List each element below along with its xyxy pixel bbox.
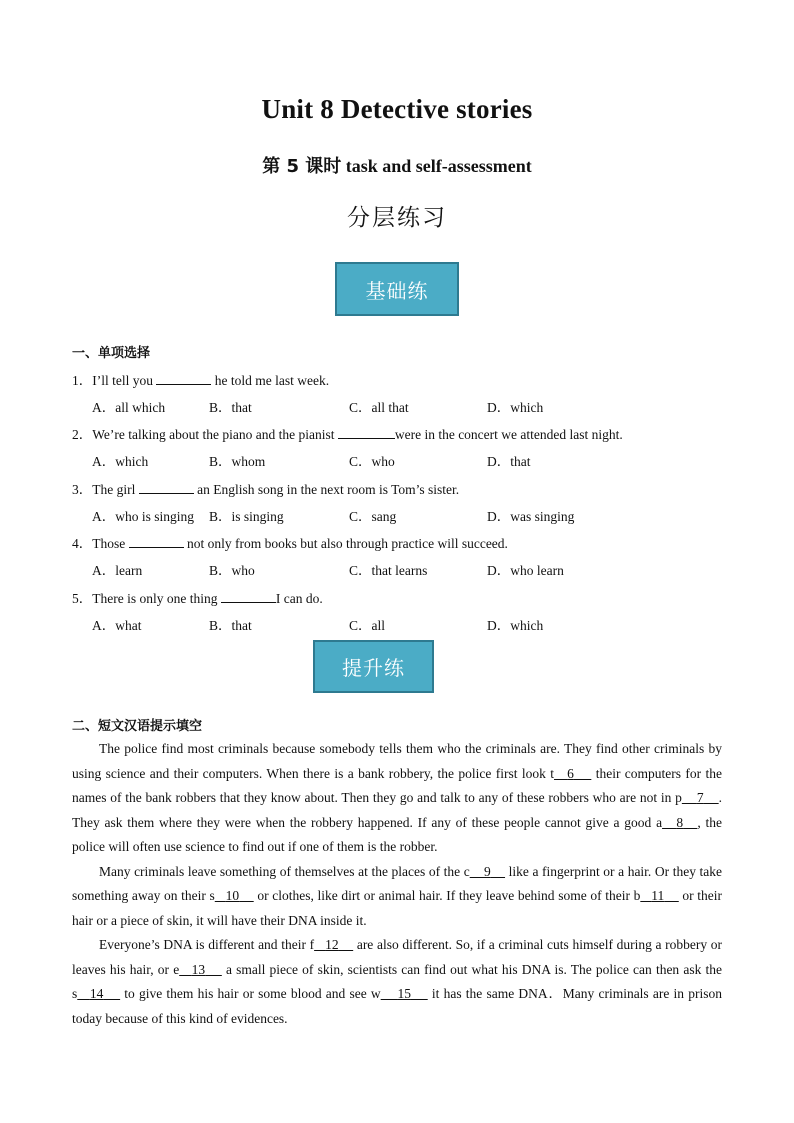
section-1-heading: 一、单项选择 — [72, 346, 151, 361]
option-d: D．who learn — [487, 563, 564, 578]
basic-practice-tag: 基础练 — [335, 262, 459, 316]
blank-12: 12 — [325, 937, 339, 952]
advanced-practice-tag: 提升练 — [313, 640, 434, 693]
blank-15: 15 — [397, 986, 411, 1001]
answer-blank — [129, 535, 184, 548]
option-c: C．all that — [349, 400, 409, 415]
option-c: C．all — [349, 618, 385, 633]
option-a: A．which — [92, 454, 149, 469]
blank-10: 10 — [225, 888, 240, 903]
answer-blank — [156, 372, 211, 385]
blank-14: 14 — [89, 986, 104, 1001]
option-c: C．sang — [349, 509, 397, 524]
cloze-passage — [72, 737, 722, 1031]
section-2-heading: 二、短文汉语提示填空 — [72, 719, 203, 734]
passage-paragraph-2: Many criminals leave something of themselves at the places of the c 9 like a fingerprint or a hair. Or they take something away on their s 10 or clothes, like dirt or animal hair. If they leave behind some of their b 11 or their hair or a piece of skin, it will have their DNA inside it. — [72, 863, 723, 928]
option-b: B．that — [209, 618, 252, 633]
option-d: D．which — [487, 400, 544, 415]
question-1: 1．I’ll tell you he told me last week. — [72, 373, 330, 388]
practice-heading: 分层练习 — [347, 205, 447, 231]
answer-blank — [338, 426, 395, 439]
question-2: 2．We’re talking about the piano and the pianist were in the concert we attended last night. — [72, 427, 623, 442]
question-3: 3．The girl an English song in the next room is Tom’s sister. — [72, 482, 460, 497]
option-b: B．is singing — [209, 509, 284, 524]
option-c: C．who — [349, 454, 395, 469]
option-a: A．who is singing — [92, 509, 195, 524]
option-b: B．whom — [209, 454, 266, 469]
lesson-number: 第 5 课时 — [262, 156, 342, 177]
blank-13: 13 — [191, 961, 206, 977]
option-a: A．what — [92, 618, 142, 633]
question-4: 4．Those not only from books but also through practice will succeed. — [72, 536, 508, 551]
blank-6: 6 — [567, 765, 574, 781]
blank-7: 7 — [696, 790, 704, 805]
blank-11: 11 — [651, 888, 665, 903]
option-d: D．was singing — [487, 509, 575, 524]
page-title: Unit 8 Detective stories — [261, 94, 533, 124]
question-5: 5．There is only one thing I can do. — [72, 591, 323, 606]
option-d: D．which — [487, 618, 544, 633]
lesson-subtitle — [0, 152, 794, 178]
option-a: A．all which — [92, 400, 166, 415]
option-c: C．that learns — [349, 563, 428, 578]
option-d: D．that — [487, 454, 531, 469]
answer-blank — [139, 481, 194, 494]
option-b: B．that — [209, 400, 252, 415]
blank-8: 8 — [676, 814, 684, 830]
option-b: B．who — [209, 563, 255, 578]
blank-9: 9 — [484, 863, 491, 879]
option-a: A．learn — [92, 563, 143, 578]
passage-paragraph-1: The police find most criminals because somebody tells them who the criminals are. They find other criminals by using science and their computers. When there is a bank robbery, the police first look t 6 their computers for the names of the bank robbers that they know about. Then they go and talk to any of these robbers who are not in p 7 . They ask them where they were when the robbery happened. If any of these people cannot give a good a 8 , the police will often use science to find out if one of them is the robber. — [72, 741, 723, 854]
passage-paragraph-3: Everyone’s DNA is different and their f 12 are also different. So, if a criminal cuts himself during a robbery or leaves his hair, or e 13 a small piece of skin, scientists can find out what his DNA is. The police can then ask the s 14 to give them his hair or some blood and see w 15 it has the same DNA．Many criminals are in prison today because of this kind of evidences. — [72, 937, 723, 1026]
lesson-topic: task and self-assessment — [345, 156, 532, 176]
answer-blank — [221, 590, 276, 603]
